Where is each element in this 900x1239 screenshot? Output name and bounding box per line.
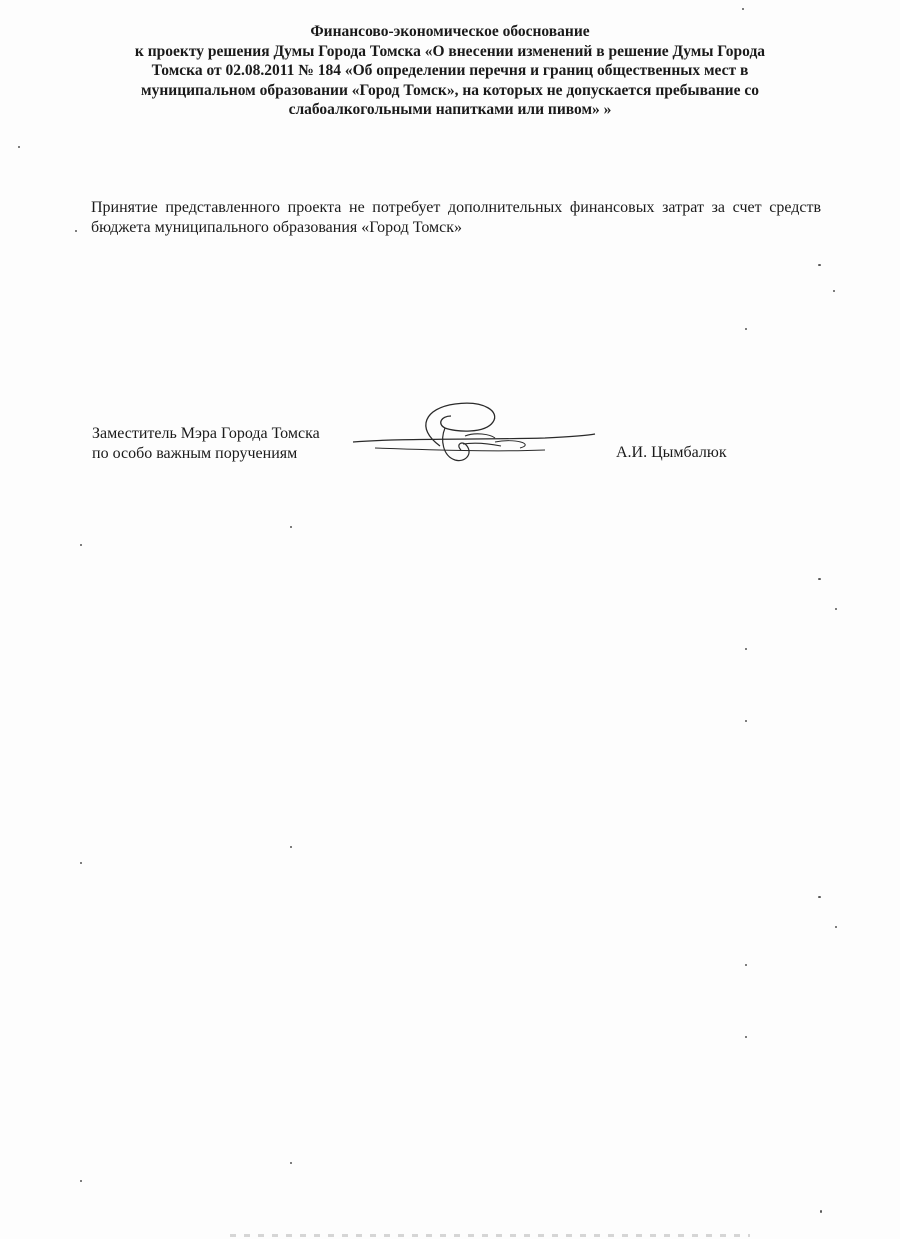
scan-speck [290, 526, 292, 528]
body-paragraph [91, 198, 821, 238]
scan-speck [820, 1210, 822, 1213]
scan-speck [80, 862, 82, 864]
body-line: бюджета муниципального образования «Город Томск» [91, 219, 463, 236]
signatory-name: А.И. Цымбалюк [616, 444, 727, 461]
scan-speck [18, 146, 20, 148]
scan-speck [80, 1180, 82, 1182]
scan-speck [745, 648, 747, 650]
scan-edge-noise [230, 1234, 750, 1237]
scan-speck [745, 964, 747, 966]
scan-speck [835, 608, 837, 610]
header-line: муниципальном образовании «Город Томск», на которых не допускается пребывание со [141, 81, 759, 99]
scan-speck [833, 290, 835, 292]
document-header [90, 22, 810, 120]
scan-speck [745, 1036, 747, 1038]
position-line: Заместитель Мэра Города Томска [92, 425, 320, 442]
scan-speck [745, 720, 747, 722]
signatory-position [92, 424, 320, 464]
scan-speck [75, 230, 77, 232]
handwritten-signature [345, 398, 605, 470]
position-line: по особо важным поручениям [92, 445, 298, 462]
header-line: к проекту решения Думы Города Томска «О внесении изменений в решение Думы Города [134, 42, 766, 60]
scan-speck [742, 8, 744, 10]
scan-speck [290, 846, 292, 848]
header-line: слабоалкогольными напитками или пивом» » [288, 101, 612, 118]
scan-speck [835, 926, 837, 928]
scan-speck [290, 1162, 292, 1164]
scan-speck [80, 544, 82, 546]
header-line: Томска от 02.08.2011 № 184 «Об определении перечня и границ общественных мест в [151, 62, 749, 79]
scan-speck [818, 578, 821, 580]
scan-speck [818, 264, 821, 266]
body-line: Принятие представленного проекта не потребует дополнительных финансовых затрат за счет средств [91, 199, 821, 216]
scan-speck [818, 896, 821, 898]
header-line: Финансово-экономическое обоснование [310, 23, 590, 40]
scan-speck [745, 328, 747, 330]
